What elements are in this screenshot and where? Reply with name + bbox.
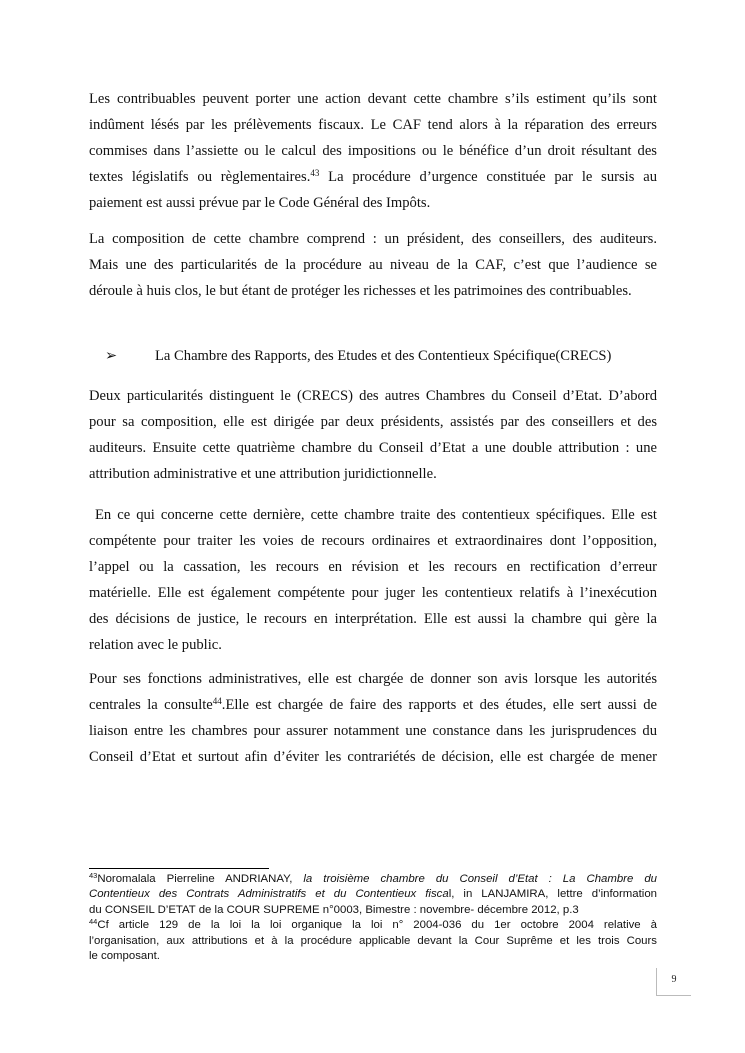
text-line: auditeurs. Ensuite cette quatrième chambre du Conseil d’Etat a une double attribution : une	[89, 440, 657, 456]
text-fragment: centrales la consulte	[89, 697, 213, 713]
text-line: Conseil d’Etat et surtout afin d’éviter les contrariétés de décision, elle est chargée de mener	[89, 749, 657, 765]
text-line: déroule à huis clos, le but étant de protéger les richesses et les patrimoines des contribuables.	[89, 283, 632, 299]
paragraph-composition	[89, 226, 657, 304]
footnote-title: Contentieux des Contrats Administratifs et du Contentieux fisca	[89, 888, 449, 901]
footnotes	[89, 872, 657, 964]
text-line: compétente pour traiter les voies de recours ordinaires et extraordinaires dont l’opposition,	[89, 533, 657, 549]
text-line: Mais une des particularités de la procédure au niveau de la CAF, c’est que l’audience se	[89, 257, 657, 273]
paragraph-contribuables	[89, 86, 657, 216]
footnote-44-line: l’organisation, aux attributions et à la procédure applicable devant la Cour Suprême et les trois Cours	[89, 934, 657, 947]
text-fragment: .Elle est chargée de faire des rapports et des études, elle sert aussi de	[221, 697, 657, 713]
footnote-separator	[89, 868, 269, 869]
text-line: attribution administrative et une attribution juridictionnelle.	[89, 466, 437, 482]
text-line: Pour ses fonctions administratives, elle est chargée de donner son avis lorsque les autorités	[89, 671, 657, 687]
footnote-text: Cf article 129 de la loi la loi organique la loi n° 2004-036 du 1er octobre 2004 relative à	[97, 919, 657, 932]
footnote-number-44: 44	[89, 917, 98, 927]
text-line: liaison entre les chambres pour assurer notamment une constance dans les jurisprudences du	[89, 723, 657, 739]
footnote-author: Noromalala Pierreline ANDRIANAY,	[97, 873, 304, 885]
text-line: paiement est aussi prévue par le Code Général des Impôts.	[89, 195, 431, 211]
text-line: commises dans l’assiette ou le calcul des impositions ou le bénéfice d’un droit résultant des	[89, 143, 657, 159]
text-line: En ce qui concerne cette dernière, cette chambre traite des contentieux spécifiques. Elle est	[89, 507, 657, 523]
text-line: l’appel ou la cassation, les recours en révision et les recours en rectification d’erreur	[89, 559, 657, 575]
footnote-43-line	[89, 887, 657, 902]
text-fragment: La procédure d’urgence constituée par le sursis au	[319, 169, 657, 185]
arrow-bullet-icon: ➢	[105, 348, 118, 364]
text-line: pour sa composition, elle est dirigée par deux présidents, assistés par des conseillers et des	[89, 414, 657, 430]
footnote-ref-44[interactable]: 44	[212, 696, 222, 706]
footnote-43-line	[89, 872, 657, 887]
text-line	[89, 164, 657, 190]
footnote-43-line: du CONSEIL D’ETAT de la COUR SUPREME n°0003, Bimestre : novembre- décembre 2012, p.3	[89, 903, 579, 916]
footnote-ref-43[interactable]: 43	[310, 168, 320, 178]
text-line: Les contribuables peuvent porter une action devant cette chambre s’ils estiment qu’ils sont	[89, 91, 657, 107]
text-fragment: textes législatifs ou règlementaires.	[89, 169, 311, 185]
footnote-text: l, in LANJAMIRA, lettre d’information	[448, 888, 657, 901]
text-line: relation avec le public.	[89, 637, 222, 653]
footnote-number-43: 43	[89, 871, 98, 880]
footnote-title: la troisième chambre du Conseil d’Etat : La Chambre du	[303, 873, 657, 885]
text-line	[89, 692, 657, 718]
section-heading-crecs	[105, 347, 665, 365]
text-line: des décisions de justice, le recours en interprétation. Elle est aussi la chambre qui gère la	[89, 611, 657, 627]
paragraph-particularites	[89, 383, 657, 487]
text-line: La composition de cette chambre comprend : un président, des conseillers, des auditeurs.	[89, 231, 657, 247]
footnote-44-line	[89, 918, 657, 933]
paragraph-contentieux	[89, 502, 657, 658]
heading-text: La Chambre des Rapports, des Etudes et des Contentieux Spécifique(CRECS)	[155, 348, 612, 364]
text-line: indûment lésés par les prélèvements fiscaux. Le CAF tend alors à la réparation des erreurs	[89, 117, 657, 133]
footnote-44-line: le composant.	[89, 950, 160, 963]
page-number: 9	[656, 968, 691, 996]
text-line: matérielle. Elle est également compétente pour juger les contentieux relatifs à l’inexécution	[89, 585, 657, 601]
text-line: Deux particularités distinguent le (CRECS) des autres Chambres du Conseil d’Etat. D’abord	[89, 388, 657, 404]
paragraph-fonctions-administratives	[89, 666, 657, 770]
